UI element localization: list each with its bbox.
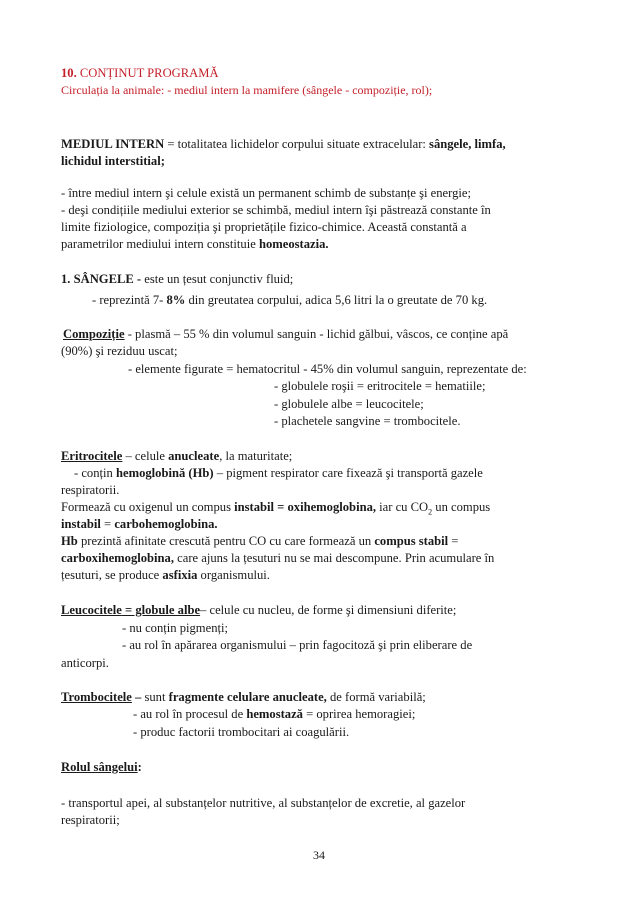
mediul-term: MEDIUL INTERN	[61, 137, 168, 151]
eritrocite-text-j: țesuturi, se produce	[61, 568, 163, 582]
section-subtitle: Circulația la animale: - mediul intern la mamifere (sângele - compoziție, rol);	[61, 83, 433, 97]
rolul-colon: :	[137, 760, 142, 774]
compozitie-line-4: - globulele roşii = eritrocitele = hematiile;	[274, 379, 486, 393]
equals-sign-2: =	[448, 534, 459, 548]
compozitie-line-3: - elemente figurate = hematocritul - 45% din volumul sanguin, reprezentate de:	[128, 362, 527, 376]
trombocite-text-d: = oprirea hemoragiei;	[302, 707, 416, 721]
sange-line-2	[92, 292, 487, 308]
compus-stabil-term: compus stabil	[374, 534, 449, 548]
eritrocite-text-f: iar cu CO	[376, 500, 429, 514]
eritrocite-text-k: organismului.	[197, 568, 270, 582]
leucocite-term: Leucocitele	[61, 603, 122, 617]
para1-line-4	[61, 236, 329, 252]
eritrocite-text-b: , la maturitate;	[219, 449, 293, 463]
trombocite-line-2	[133, 706, 415, 722]
mediul-components: sângele, limfa,	[429, 137, 506, 151]
leucocite-line-4: anticorpi.	[61, 656, 109, 670]
compozitie-term: Compoziție	[63, 327, 125, 341]
sange-text-a: - reprezintă 7-	[92, 293, 167, 307]
hemoglobina-term: hemoglobină (Hb)	[115, 466, 214, 480]
mediul-line-1	[61, 136, 506, 152]
trombocite-line-3: - produc factorii trombocitari ai coagulării.	[133, 725, 350, 739]
sange-text-b: din greutatea corpului, adica 5,6 litri la o greutate de 70 kg.	[185, 293, 488, 307]
instabil-term: instabil	[61, 517, 101, 531]
rolul-heading	[61, 759, 142, 775]
compozitie-text: - plasmă – 55 % din volumul sanguin - lichid gălbui, vâscos, ce conține apă	[124, 327, 509, 341]
carbohemoglobina-term: carbohemoglobina.	[114, 517, 218, 531]
eritrocite-text-a: – celule	[122, 449, 169, 463]
section-number: 10.	[61, 66, 77, 80]
leucocite-line-1	[61, 602, 456, 618]
compozitie-line-1	[63, 326, 508, 342]
fragmente-term: fragmente celulare anucleate,	[168, 690, 327, 704]
sange-definition: este un țesut conjunctiv fluid;	[144, 272, 294, 286]
mediul-line-2: lichidul interstitial;	[61, 154, 165, 168]
rolul-line-2: respiratorii;	[61, 813, 120, 827]
para1-text: parametrilor mediului intern constituie	[61, 237, 259, 251]
co2-subscript: 2	[428, 507, 433, 517]
trombocite-text-b: de formă variabilă;	[326, 690, 426, 704]
compozitie-line-2: (90%) şi reziduu uscat;	[61, 344, 178, 358]
compozitie-line-6: - plachetele sangvine = trombocitele.	[274, 414, 461, 428]
section-heading	[61, 65, 219, 81]
homeostazia-term: homeostazia.	[258, 237, 329, 251]
hemostaza-term: hemostază	[246, 707, 303, 721]
rolul-line-1: - transportul apei, al substanțelor nutritive, al substanțelor de excretie, al gazelor	[61, 796, 466, 810]
oxihemoglobina-term: instabil = oxihemoglobina,	[234, 500, 377, 514]
eritrocite-text-e: Formează cu oxigenul un compus	[61, 500, 235, 514]
eritrocite-line-7	[61, 550, 494, 566]
eritrocite-line-6	[61, 533, 458, 549]
sange-percent: 8%	[166, 293, 186, 307]
eritrocite-text-i: care ajuns la țesuturi nu se mai descompune. Prin acumulare în	[174, 551, 495, 565]
eritrocite-line-1	[61, 448, 292, 464]
eritrocite-line-8	[61, 567, 270, 583]
page-number: 34	[313, 848, 325, 862]
para1-line-2: - deşi condițiile mediului exterior se schimbă, mediul intern îşi păstrează constante în	[61, 203, 491, 217]
eritrocite-term: Eritrocitele	[61, 449, 123, 463]
leucocite-line-2: - nu conțin pigmenți;	[122, 621, 228, 635]
leucocite-text: – celule cu nucleu, de forme şi dimensiuni diferite;	[200, 603, 457, 617]
eritrocite-text-c: - conțin	[74, 466, 116, 480]
equals-sign: =	[100, 517, 115, 531]
trombocite-line-1	[61, 689, 426, 705]
hb-term: Hb	[61, 534, 78, 548]
trombocite-text-a: sunt	[144, 690, 169, 704]
eritrocite-line-5	[61, 516, 218, 532]
sange-heading	[61, 271, 293, 287]
para1-line-1: - între mediul intern şi celule există un permanent schimb de substanțe şi energie;	[61, 186, 471, 200]
eritrocite-text-g: un compus	[432, 500, 491, 514]
trombocite-term: Trombocitele	[61, 690, 132, 704]
carboxihemoglobina-term: carboxihemoglobina,	[61, 551, 174, 565]
mediul-definition: = totalitatea lichidelor corpului situate extracelular:	[167, 137, 430, 151]
compozitie-line-5: - globulele albe = leucocitele;	[274, 397, 424, 411]
eritrocite-text-h: prezintă afinitate crescută pentru CO cu care formează un	[77, 534, 375, 548]
asfixia-term: asfixia	[162, 568, 198, 582]
section-title: CONȚINUT PROGRAMĂ	[76, 66, 219, 80]
dash: –	[131, 690, 145, 704]
eritrocite-text-d: – pigment respirator care fixează şi transportă gazele	[213, 466, 483, 480]
globule-albe-term: = globule albe	[121, 603, 201, 617]
sange-title: 1. SÂNGELE -	[61, 272, 145, 286]
trombocite-text-c: - au rol în procesul de	[133, 707, 247, 721]
eritrocite-line-3: respiratorii.	[61, 483, 120, 497]
eritrocite-line-2	[74, 465, 483, 481]
leucocite-line-3: - au rol în apărarea organismului – prin fagocitoză şi prin eliberare de	[122, 638, 473, 652]
anucleate-term: anucleate	[168, 449, 220, 463]
rolul-title: Rolul sângelui	[61, 760, 138, 774]
para1-line-3: limite fiziologice, compoziția şi proprietățile fizico-chimice. Această constantă a	[61, 220, 467, 234]
